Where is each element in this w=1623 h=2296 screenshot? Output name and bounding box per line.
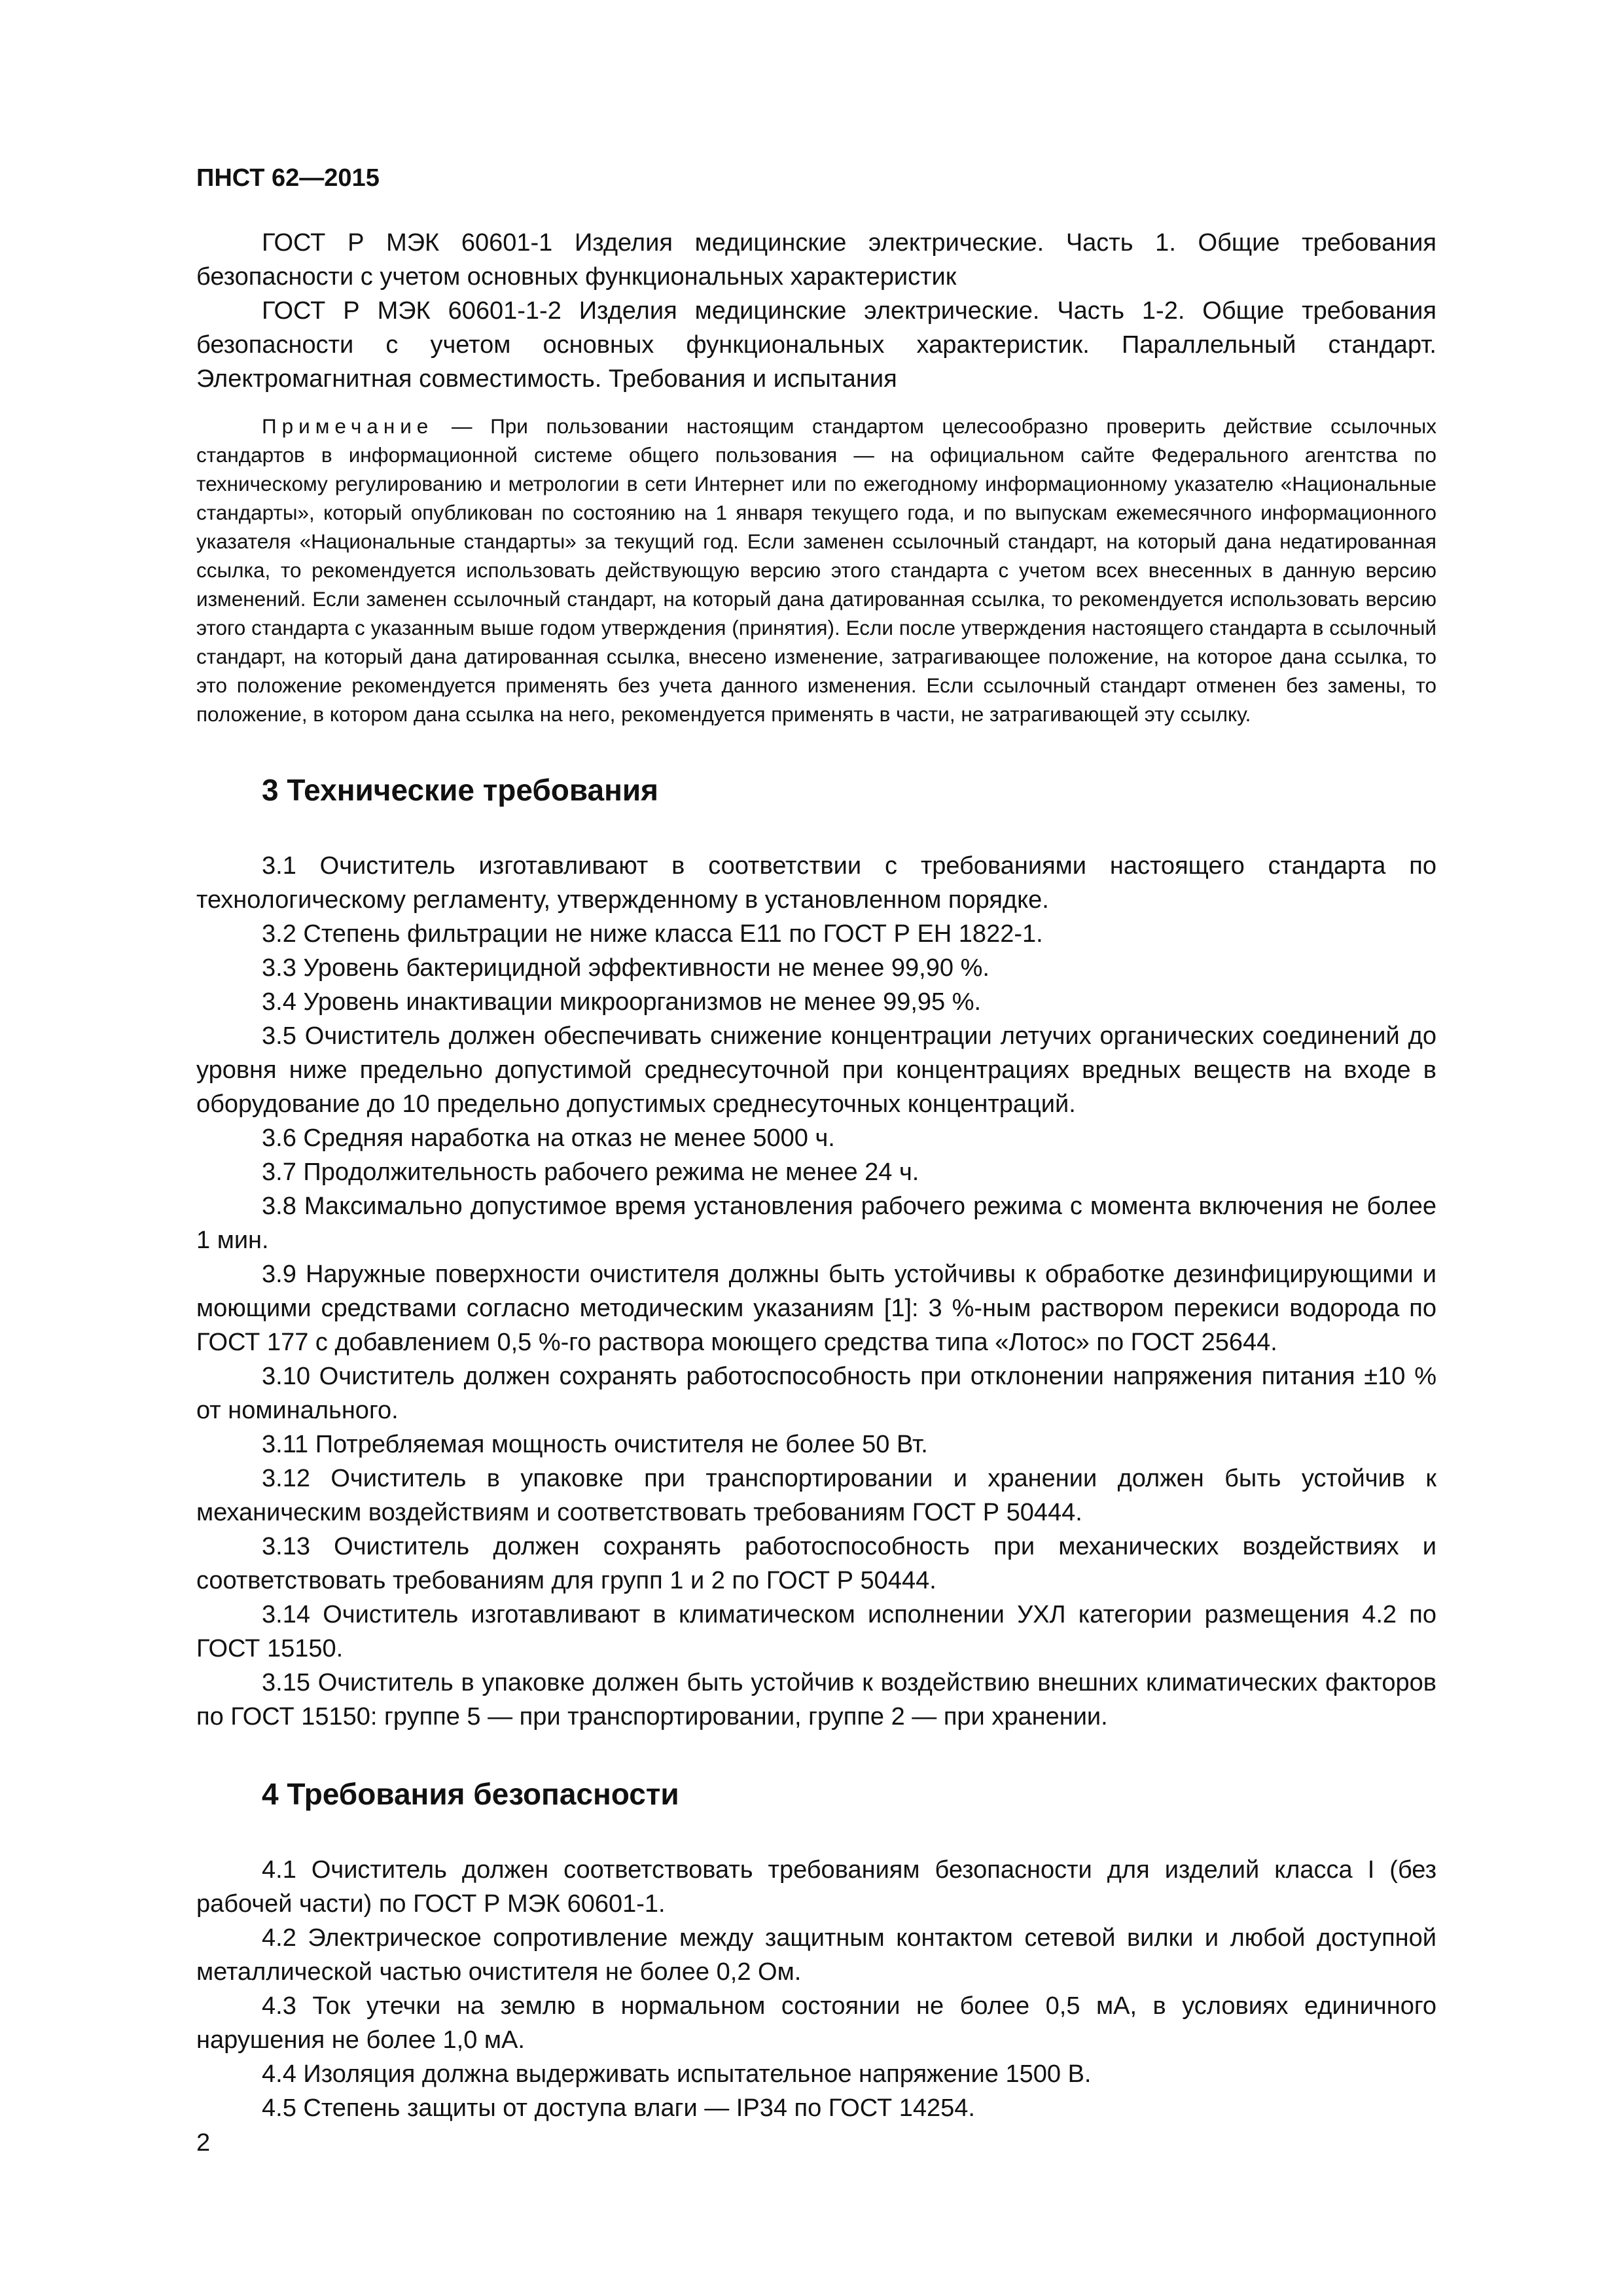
section-3-title: 3 Технические требования [262,773,658,807]
reference-entry: ГОСТ Р МЭК 60601-1-2 Изделия медицинские электрические. Часть 1-2. Общие требования безопасности с учетом основных функциональных характеристик. Параллельный стандарт. Электромагнитная совместимость. Требования и испытания [196,297,1436,393]
clause-3-14: 3.14 Очиститель изготавливают в климатическом исполнении УХЛ категории размещения 4.2 по ГОСТ 15150. [196,1601,1436,1662]
clause-3-5: 3.5 Очиститель должен обеспечивать снижение концентрации летучих органических соединений до уровня ниже предельно допустимой среднесуточной при концентрациях вредных веществ на входе в оборудование до 10 предельно допустимых среднесуточных концентраций. [196,1022,1436,1118]
clause-3-15: 3.15 Очиститель в упаковке должен быть устойчив к воздействию внешних климатических факторов по ГОСТ 15150: группе 5 — при транспортировании, группе 2 — при хранении. [196,1669,1436,1731]
clause-3-10: 3.10 Очиститель должен сохранять работоспособность при отклонении напряжения питания ±10 % от номинального. [196,1363,1436,1424]
clause-3-13: 3.13 Очиститель должен сохранять работоспособность при механических воздействиях и соответствовать требованиям для групп 1 и 2 по ГОСТ Р 50444. [196,1533,1436,1594]
page-number: 2 [196,2129,211,2157]
clause-4-1: 4.1 Очиститель должен соответствовать требованиям безопасности для изделий класса I (без рабочей части) по ГОСТ Р МЭК 60601-1. [196,1856,1436,1918]
clause-3-4: 3.4 Уровень инактивации микроорганизмов не менее 99,95 %. [262,988,982,1016]
clause-3-9: 3.9 Наружные поверхности очистителя должны быть устойчивы к обработке дезинфицирующими и моющими средствами согласно методическим указаниям [1]: 3 %-ным раствором перекиси водорода по ГОСТ 177 с добавлением 0,5 %-го раствора моющего средства типа «Лотос» по ГОСТ 25644. [196,1261,1436,1356]
clause-3-6: 3.6 Средняя наработка на отказ не менее 5000 ч. [262,1124,835,1152]
clause-3-7: 3.7 Продолжительность рабочего режима не менее 24 ч. [262,1158,919,1186]
clause-4-5: 4.5 Степень защиты от доступа влаги — IP34 по ГОСТ 14254. [262,2094,975,2122]
clause-3-3: 3.3 Уровень бактерицидной эффективности не менее 99,90 %. [262,954,990,982]
section-4-title: 4 Требования безопасности [262,1777,679,1811]
note-label: Примечание [262,414,434,438]
clause-4-2: 4.2 Электрическое сопротивление между защитным контактом сетевой вилки и любой доступной металлической частью очистителя не более 0,2 Ом. [196,1924,1436,1986]
page-content [196,226,1436,2125]
note-text: — При пользовании настоящим стандартом целесообразно проверить действие ссылочных стандартов в информационной системе общего пользования — на официальном сайте Федерального агентства по техническому регулированию и метрологии в сети Интернет или по ежегодному информационному указателю «Национальные стандарты», который опубликован по состоянию на 1 января текущего года, и по выпускам ежемесячного информационного указателя «Национальные стандарты» за текущий год. Если заменен ссылочный стандарт, на который дана недатированная ссылка, то рекомендуется использовать действующую версию этого стандарта с учетом всех внесенных в данную версию изменений. Если заменен ссылочный стандарт, на который дана датированная ссылка, то рекомендуется использовать версию этого стандарта с указанным выше годом утверждения (принятия). Если после утверждения настоящего стандарта в ссылочный стандарт, на который дана датированная ссылка, внесено изменение, затрагивающее положение, на которое дана ссылка, то это положение рекомендуется применять без учета данного изменения. Если ссылочный стандарт отменен без замены, то положение, в котором дана ссылка на него, рекомендуется применять в части, не затрагивающей эту ссылку. [196,414,1436,726]
clause-4-4: 4.4 Изоляция должна выдерживать испытательное напряжение 1500 В. [262,2060,1092,2088]
clause-3-2: 3.2 Степень фильтрации не ниже класса Е11 по ГОСТ Р ЕН 1822-1. [262,920,1043,948]
clause-3-11: 3.11 Потребляемая мощность очистителя не более 50 Вт. [262,1431,928,1458]
clause-3-1: 3.1 Очиститель изготавливают в соответствии с требованиями настоящего стандарта по технологическому регламенту, утвержденному в установленном порядке. [196,852,1436,914]
note-block [196,412,1436,728]
document-code-header: ПНСТ 62—2015 [196,164,380,192]
clause-3-8: 3.8 Максимально допустимое время установления рабочего режима с момента включения не более 1 мин. [196,1193,1436,1254]
clause-4-3: 4.3 Ток утечки на землю в нормальном состоянии не более 0,5 мА, в условиях единичного нарушения не более 1,0 мА. [196,1992,1436,2054]
clause-3-12: 3.12 Очиститель в упаковке при транспортировании и хранении должен быть устойчив к механическим воздействиям и соответствовать требованиям ГОСТ Р 50444. [196,1465,1436,1526]
reference-entry: ГОСТ Р МЭК 60601-1 Изделия медицинские электрические. Часть 1. Общие требования безопасности с учетом основных функциональных характеристик [196,229,1436,291]
